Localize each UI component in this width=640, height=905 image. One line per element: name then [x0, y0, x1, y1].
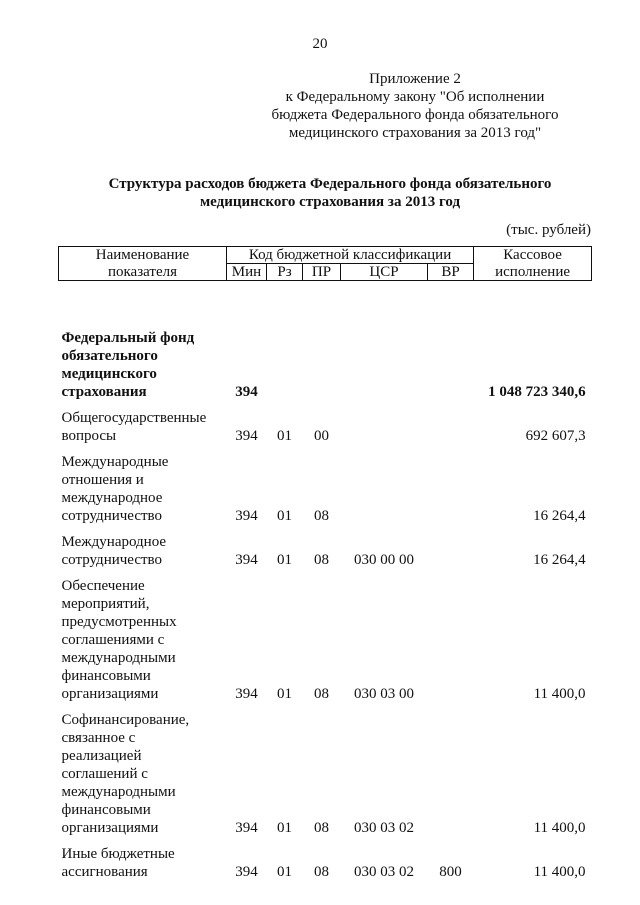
appendix-line: бюджета Федерального фонда обязательного	[271, 107, 559, 123]
table-row	[59, 837, 592, 881]
row-name-line: страхования	[61, 384, 147, 400]
row-rz: 01	[277, 508, 292, 524]
row-name-line: предусмотренных	[61, 614, 177, 630]
header-sum-line2: исполнение	[474, 264, 592, 281]
row-vr	[428, 569, 474, 703]
row-name-line: финансовыми	[61, 802, 151, 818]
row-pr	[303, 281, 341, 402]
row-name-line: организациями	[61, 820, 159, 836]
row-rz	[267, 281, 303, 402]
row-name-line: финансовыми	[61, 668, 151, 684]
row-name	[59, 401, 227, 445]
row-csr: 030 03 02	[354, 864, 414, 880]
header-code-group: Код бюджетной классификации	[227, 247, 474, 264]
row-name-line: Общегосударственные	[61, 410, 207, 426]
row-rz: 01	[277, 864, 292, 880]
header-vr: ВР	[428, 264, 474, 281]
document-title	[40, 175, 620, 211]
row-name-line: организациями	[61, 686, 159, 702]
row-name	[59, 703, 227, 837]
row-name-line: обязательного	[61, 348, 158, 364]
row-name-line: Обеспечение	[61, 578, 145, 594]
appendix-line: Приложение 2	[369, 71, 461, 87]
table-row	[59, 281, 592, 402]
header-name-line1: Наименование	[59, 247, 227, 264]
row-rz: 01	[277, 820, 292, 836]
row-csr: 030 00 00	[354, 552, 414, 568]
row-csr: 030 03 00	[354, 686, 414, 702]
row-name-line: сотрудничество	[61, 552, 163, 568]
row-name-line: Иные бюджетные	[61, 846, 175, 862]
row-csr: 030 03 02	[354, 820, 414, 836]
table-row	[59, 569, 592, 703]
row-pr: 08	[314, 686, 329, 702]
appendix-line: медицинского страхования за 2013 год"	[288, 125, 542, 141]
header-csr: ЦСР	[341, 264, 428, 281]
title-line: медицинского страхования за 2013 год	[199, 194, 461, 210]
row-min: 394	[235, 384, 258, 400]
row-min: 394	[235, 864, 258, 880]
table-row	[59, 703, 592, 837]
row-min: 394	[235, 508, 258, 524]
row-pr: 00	[314, 428, 329, 444]
row-vr	[428, 445, 474, 525]
row-name-line: Федеральный фонд	[61, 330, 195, 346]
row-vr	[428, 281, 474, 402]
row-pr: 08	[314, 864, 329, 880]
row-name	[59, 281, 227, 402]
table-row	[59, 525, 592, 569]
row-vr	[428, 525, 474, 569]
units-label: (тыс. рублей)	[506, 222, 591, 238]
row-name-line: вопросы	[61, 428, 117, 444]
table-row	[59, 445, 592, 525]
row-name	[59, 445, 227, 525]
row-min: 394	[235, 428, 258, 444]
row-amount: 11 400,0	[533, 820, 586, 836]
row-min: 394	[235, 686, 258, 702]
row-csr	[341, 445, 428, 525]
row-amount: 16 264,4	[533, 552, 586, 568]
header-name-line2: показателя	[59, 264, 227, 281]
row-min: 394	[235, 552, 258, 568]
row-pr: 08	[314, 508, 329, 524]
title-line: Структура расходов бюджета Федерального фонда обязательного	[108, 176, 552, 192]
row-amount: 1 048 723 340,6	[488, 384, 586, 400]
row-name-line: отношения и	[61, 472, 144, 488]
header-sum-line1: Кассовое	[474, 247, 592, 264]
row-name-line: международными	[61, 784, 176, 800]
row-amount: 16 264,4	[533, 508, 586, 524]
row-name-line: реализацией	[61, 748, 142, 764]
row-name-line: медицинского	[61, 366, 157, 382]
row-name	[59, 569, 227, 703]
row-name-line: международное	[61, 490, 163, 506]
row-amount: 11 400,0	[533, 864, 586, 880]
row-name-line: Международные	[61, 454, 169, 470]
row-min: 394	[235, 820, 258, 836]
row-csr	[341, 401, 428, 445]
row-vr	[428, 401, 474, 445]
row-name-line: соглашений с	[61, 766, 148, 782]
row-name-line: сотрудничество	[61, 508, 163, 524]
header-min: Мин	[227, 264, 267, 281]
row-pr: 08	[314, 552, 329, 568]
row-name-line: ассигнования	[61, 864, 148, 880]
row-name	[59, 525, 227, 569]
header-pr: ПР	[303, 264, 341, 281]
row-name-line: соглашениями с	[61, 632, 165, 648]
row-name-line: мероприятий,	[61, 596, 150, 612]
row-vr: 800	[439, 864, 462, 880]
row-name-line: Софинансирование,	[61, 712, 190, 728]
row-name-line: Международное	[61, 534, 167, 550]
row-name	[59, 837, 227, 881]
header-rz: Рз	[267, 264, 303, 281]
appendix-line: к Федеральному закону "Об исполнении	[285, 89, 545, 105]
row-vr	[428, 703, 474, 837]
row-amount: 692 607,3	[525, 428, 586, 444]
page-number: 20	[312, 36, 328, 52]
appendix-note	[250, 70, 580, 142]
row-rz: 01	[277, 428, 292, 444]
row-name-line: международными	[61, 650, 176, 666]
row-rz: 01	[277, 552, 292, 568]
expenditure-table	[58, 246, 592, 881]
table-row	[59, 401, 592, 445]
row-rz: 01	[277, 686, 292, 702]
row-amount: 11 400,0	[533, 686, 586, 702]
row-name-line: связанное с	[61, 730, 136, 746]
table-header	[59, 247, 592, 281]
row-pr: 08	[314, 820, 329, 836]
table-body	[59, 281, 592, 882]
row-csr	[341, 281, 428, 402]
